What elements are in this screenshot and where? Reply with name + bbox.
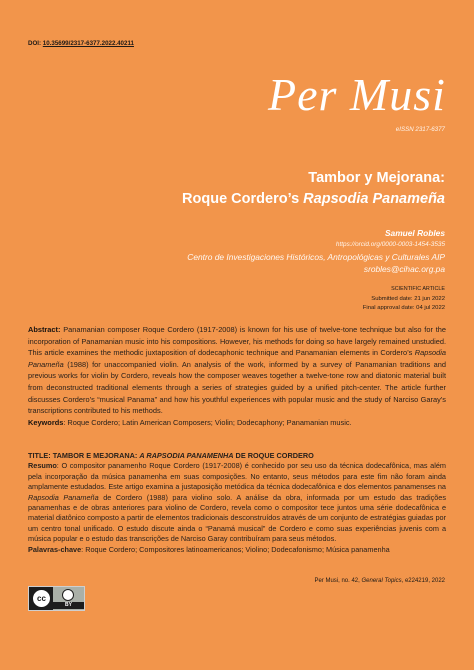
- resumo-text-1: : O compositor panamenho Roque Cordero (1917-2008) é conhecido por seu uso da técnica dodecafônica, mas além pela incorporação da música panamenha em suas composições. No entanto, seus métodos para este fim não foram ainda amplamente estudados. Este artigo examina a justaposição metódica da técnica dodecafônica e dos elementos panamenses na: [28, 461, 446, 492]
- resumo-text-2: de Cordero (1988) para violino solo. A análise da obra, informada por um estudo das tradições panamenhas e de obras anteriores para violino de Cordero, revela como o compositor tece juntos uma série dodecafônica e material diatônico composto a partir de elementos tradicionais desconstruídos através de um conjunto de estratégias guiadas por um centro tonal unificado. O estudo discute ainda o “Panamá musical” de Cordero e como suas experiências juvenis com a música popular e o estudo das transcrições de Narciso Garay contribuíram para seus métodos.: [28, 492, 446, 544]
- resumo-label: Resumo: [28, 461, 57, 471]
- article-type: SCIENTIFIC ARTICLE: [391, 286, 445, 292]
- pt-title: [28, 451, 314, 460]
- author-block: [187, 227, 445, 275]
- pt-title-end: DE ROQUE CORDERO: [233, 451, 314, 460]
- article-title: [182, 168, 445, 210]
- keywords-label: Keywords: [28, 417, 64, 427]
- author-name: Samuel Robles: [384, 228, 445, 238]
- resumo-work-name: Rapsodia Panameña: [28, 492, 99, 502]
- doi-line: [28, 40, 134, 47]
- journal-logo-text: Per Musi: [268, 69, 446, 120]
- doi-link[interactable]: 10.35699/2317-6377.2022.40211: [42, 40, 134, 47]
- cc-icon: cc: [32, 589, 51, 608]
- citation-section: General Topics: [361, 578, 402, 584]
- article-meta: [363, 285, 445, 314]
- author-institution: Centro de Investigaciones Históricos, Antropológicas y Culturales AIP: [187, 252, 445, 262]
- citation-text-1: Per Musi, no. 42,: [314, 578, 362, 584]
- by-label: BY: [53, 602, 84, 609]
- abstract-text-1: Panamanian composer Roque Cordero (1917-2008) is known for his use of twelve-tone technique but also for the incorporation of Panamanian music into his compositions. However, his methods for doing so have largely remained unstudied. This article examines the methodic juxtaposition of dodecaphonic technique and Panamanian elements in Cordero’s: [28, 325, 446, 358]
- title-work-name: Rapsodia Panameña: [303, 191, 445, 207]
- resumo: [28, 451, 446, 555]
- palavras-chave-list: : Roque Cordero; Compositores latinoamericanos; Violino; Dodecafonismo; Música panamenha: [81, 544, 390, 554]
- cc-by-license-badge[interactable]: [28, 586, 85, 611]
- approval-date: Final approval date: 04 jul 2022: [362, 305, 445, 312]
- title-line-2: [182, 189, 445, 210]
- journal-logo: [262, 66, 452, 132]
- abstract: [28, 324, 446, 428]
- citation-footer: [314, 578, 445, 584]
- doi-label: DOI:: [28, 40, 42, 47]
- title-line-2-text: Roque Cordero’s: [182, 191, 304, 207]
- pt-title-work: A RAPSODIA PANAMENHA: [139, 451, 234, 460]
- pt-title-label: TITLE: TAMBOR E MEJORANA:: [28, 451, 140, 460]
- abstract-work-name: Rapsodia Panameña: [28, 348, 446, 369]
- by-panel: [53, 587, 84, 610]
- submitted-date: Submitted date: 21 jun 2022: [371, 295, 445, 302]
- palavras-chave-label: Palavras-chave: [28, 544, 82, 554]
- author-orcid-link[interactable]: https://orcid.org/0000-0003-1454-3535: [335, 241, 445, 248]
- issn: eISSN 2317-6377: [395, 126, 445, 133]
- citation-text-2: , e224219, 2022: [401, 578, 445, 584]
- abstract-label: Abstract:: [28, 325, 61, 334]
- keywords-list: : Roque Cordero; Latin American Composers; Violin; Dodecaphony; Panamanian music.: [63, 417, 352, 427]
- title-line-1: Tambor y Mejorana:: [308, 170, 445, 186]
- author-email-link[interactable]: srobles@cihac.org.pa: [363, 264, 445, 274]
- abstract-text-2: (1988) for unaccompanied violin. An analysis of the work, informed by a survey of Panamanian traditions and previous works for violin by Cordero, reveals how the composer weaves together a twelve-tone row and diatonic material built from deconstructed traditional elements through a series of strategies guided by a unified pitch-center. The article further discusses Cordero’s “musical Panama” and how his youthful experiences with popular music and the study of Narciso Garay’s transcriptions contributed to his methods.: [28, 359, 446, 416]
- attribution-person-icon: [62, 589, 74, 601]
